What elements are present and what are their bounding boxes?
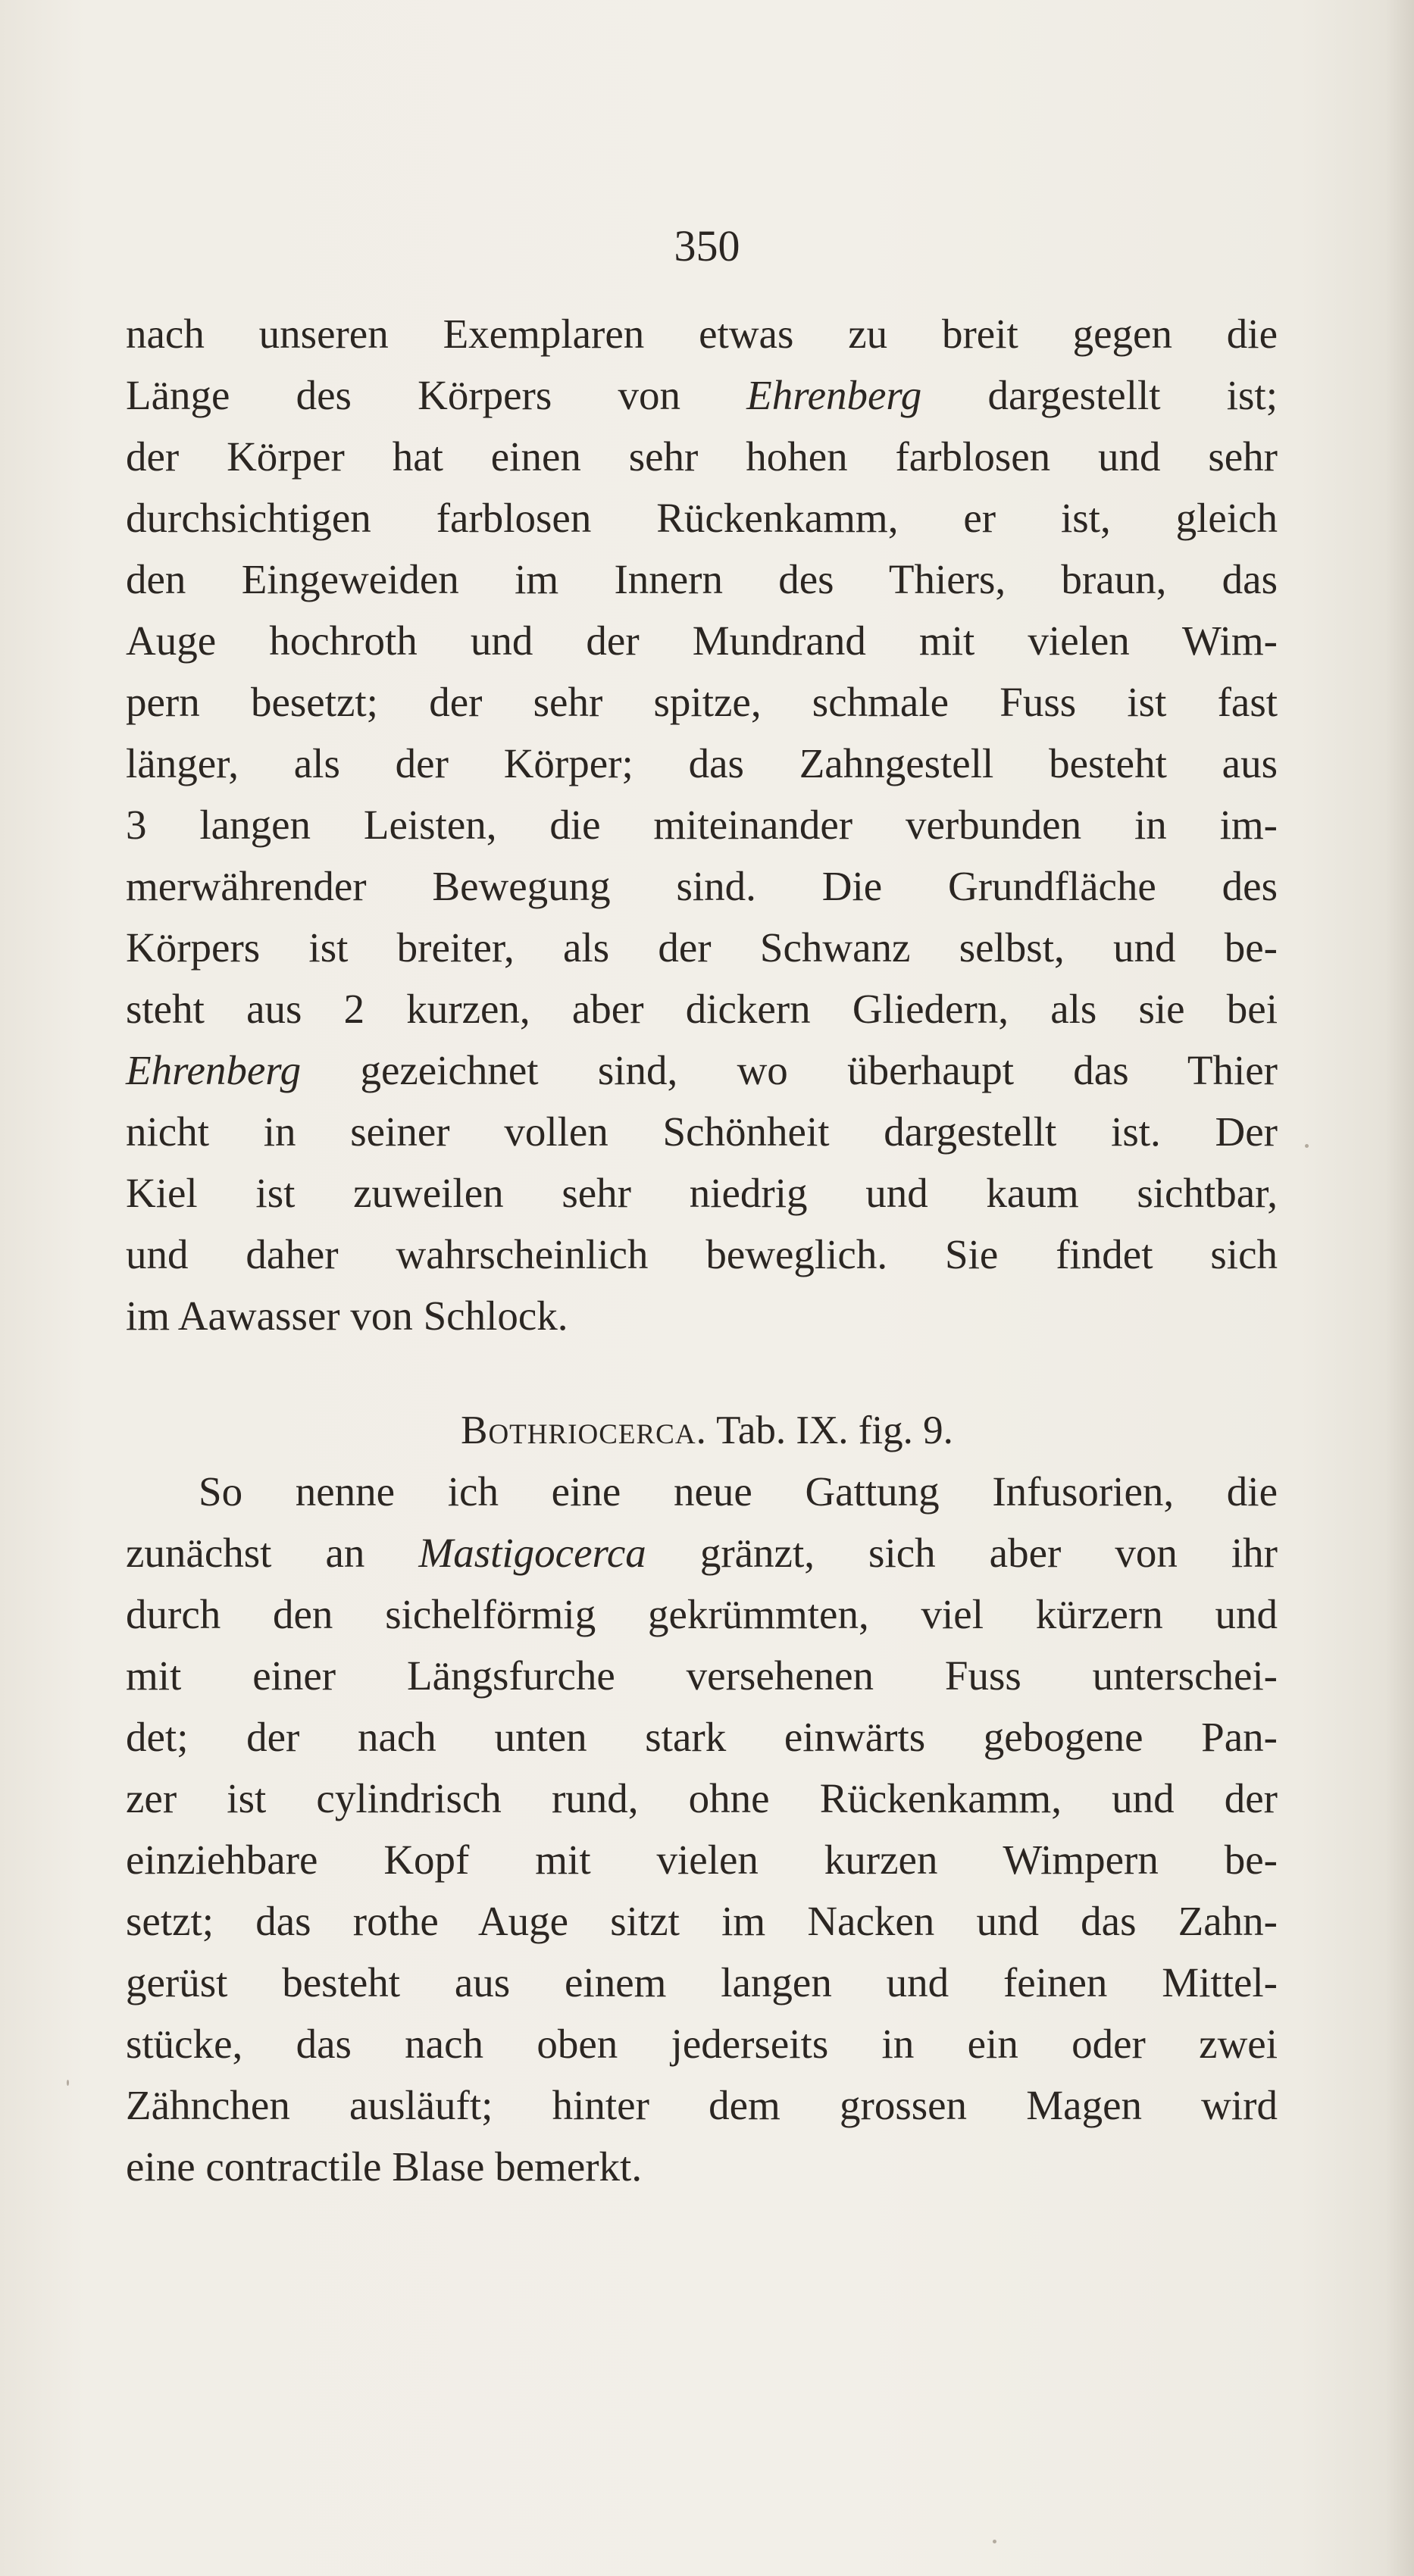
- text-line: [126, 1645, 1278, 1706]
- figure-reference: Tab. IX. fig. 9.: [716, 1408, 953, 1452]
- genus-name: Bothriocerca.: [461, 1408, 707, 1452]
- text-line: [126, 1224, 1278, 1285]
- text-line: [126, 1583, 1278, 1645]
- text-line: [126, 2074, 1278, 2136]
- italic-name: Mastigocerca: [418, 1530, 646, 1576]
- text-line: [126, 1285, 1278, 1346]
- text-segment: det; der nach unten stark einwärts gebogene Pan-: [126, 1714, 1278, 1760]
- italic-name: Ehrenberg: [746, 372, 922, 418]
- text-segment: Kiel ist zuweilen sehr niedrig und kaum sichtbar,: [126, 1170, 1278, 1216]
- text-line: [126, 426, 1278, 487]
- text-segment: gezeichnet sind, wo überhaupt das Thier: [301, 1047, 1278, 1093]
- paper-speck: [67, 2080, 69, 2086]
- text-line: [126, 303, 1278, 364]
- text-line: [126, 794, 1278, 855]
- paper-speck: [993, 2540, 996, 2543]
- text-segment: steht aus 2 kurzen, aber dickern Gliedern, als sie bei: [126, 986, 1278, 1032]
- section-heading: [0, 1400, 1414, 1462]
- text-segment: merwährender Bewegung sind. Die Grundfläche des: [126, 863, 1278, 909]
- text-segment: zer ist cylindrisch rund, ohne Rückenkamm, und der: [126, 1775, 1278, 1821]
- text-line: [126, 1829, 1278, 1890]
- text-line: [126, 1039, 1278, 1101]
- text-line: [126, 549, 1278, 610]
- text-line: [126, 1101, 1278, 1162]
- paragraph-continued: [126, 303, 1278, 1346]
- page-number: 350: [674, 221, 740, 270]
- text-segment: den Eingeweiden im Innern des Thiers, braun, das: [126, 556, 1278, 602]
- text-line: [126, 1706, 1278, 1768]
- text-segment: durchsichtigen farblosen Rückenkamm, er ist, gleich: [126, 495, 1278, 541]
- text-segment: So nenne ich eine neue Gattung Infusorien, die: [199, 1468, 1278, 1515]
- text-segment: Körpers ist breiter, als der Schwanz selbst, und be-: [126, 924, 1278, 971]
- text-line: [126, 671, 1278, 733]
- text-line: [126, 1890, 1278, 1952]
- text-line: [126, 733, 1278, 794]
- paragraph-bothriocerca: [126, 1461, 1278, 2197]
- text-segment: gränzt, sich aber von ihr: [646, 1530, 1278, 1576]
- text-line: [126, 610, 1278, 671]
- text-segment: eine contractile Blase bemerkt.: [126, 2143, 643, 2190]
- text-line: [126, 2136, 1278, 2197]
- text-line: [126, 978, 1278, 1039]
- text-segment: nicht in seiner vollen Schönheit dargestellt ist. Der: [126, 1108, 1278, 1155]
- text-segment: nach unseren Exemplaren etwas zu breit gegen die: [126, 311, 1278, 357]
- text-segment: dargestellt ist;: [921, 372, 1278, 418]
- text-line: [126, 364, 1278, 426]
- text-segment: zunächst an: [126, 1530, 419, 1576]
- page-edge-shadow: [1385, 0, 1414, 2576]
- text-line: [126, 487, 1278, 549]
- text-segment: und daher wahrscheinlich beweglich. Sie findet sich: [126, 1231, 1278, 1277]
- text-segment: mit einer Längsfurche versehenen Fuss unterschei-: [126, 1652, 1278, 1699]
- text-line: [126, 1768, 1278, 1829]
- text-segment: pern besetzt; der sehr spitze, schmale Fuss ist fast: [126, 679, 1278, 725]
- text-segment: stücke, das nach oben jederseits in ein oder zwei: [126, 2021, 1278, 2067]
- text-line: [126, 855, 1278, 917]
- text-segment: Auge hochroth und der Mundrand mit vielen Wim-: [126, 617, 1278, 664]
- text-line: [126, 1522, 1278, 1583]
- paper-speck: [1305, 1144, 1309, 1148]
- text-segment: im Aawasser von Schlock.: [126, 1293, 568, 1339]
- text-line: [126, 1952, 1278, 2013]
- text-segment: länger, als der Körper; das Zahngestell besteht aus: [126, 740, 1278, 786]
- text-segment: einziehbare Kopf mit vielen kurzen Wimpern be-: [126, 1837, 1278, 1883]
- text-line: [126, 2013, 1278, 2074]
- text-segment: setzt; das rothe Auge sitzt im Nacken und das Zahn-: [126, 1898, 1278, 1944]
- text-segment: der Körper hat einen sehr hohen farblosen und sehr: [126, 433, 1278, 480]
- text-line: [126, 1162, 1278, 1224]
- italic-name: Ehrenberg: [126, 1047, 302, 1093]
- text-segment: gerüst besteht aus einem langen und feinen Mittel-: [126, 1959, 1278, 2005]
- text-segment: Zähnchen ausläuft; hinter dem grossen Magen wird: [126, 2082, 1278, 2128]
- text-line: [126, 917, 1278, 978]
- text-line: [126, 1461, 1278, 1522]
- text-segment: 3 langen Leisten, die miteinander verbunden in im-: [126, 802, 1278, 848]
- text-segment: Länge des Körpers von: [126, 372, 747, 418]
- text-segment: durch den sichelförmig gekrümmten, viel kürzern und: [126, 1591, 1278, 1637]
